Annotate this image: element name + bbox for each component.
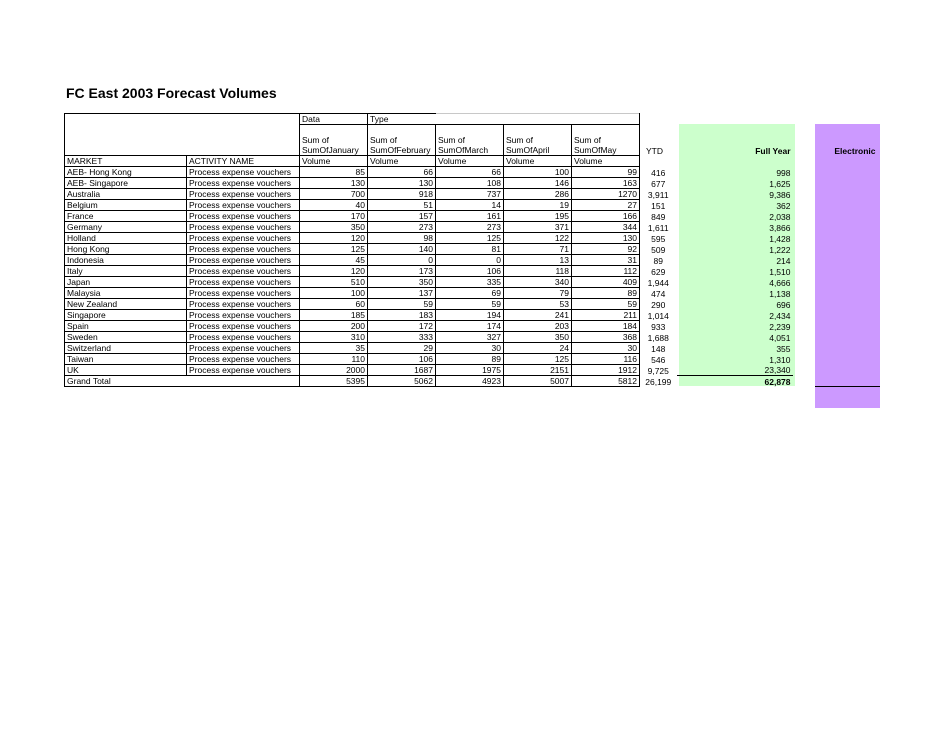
blank-cell xyxy=(640,114,677,125)
month-value-cell: 125 xyxy=(436,233,504,244)
ytd-cell: 9,725 xyxy=(647,365,669,376)
month-value-cell: 184 xyxy=(572,321,640,332)
blank-cell xyxy=(793,114,813,125)
month-value-cell: 340 xyxy=(504,277,572,288)
sum-header-january xyxy=(300,125,368,156)
ytd-cell: 3,911 xyxy=(647,189,669,200)
blank-cell xyxy=(504,114,572,125)
month-value-cell: 163 xyxy=(572,178,640,189)
activity-cell: Process expense vouchers xyxy=(187,332,300,343)
ytd-cell: 1,944 xyxy=(647,277,669,288)
activity-cell: Process expense vouchers xyxy=(187,211,300,222)
month-value-cell: 30 xyxy=(572,343,640,354)
month-value-cell: 130 xyxy=(572,233,640,244)
blank-cell xyxy=(813,255,878,266)
blank-cell xyxy=(793,266,813,277)
month-value-cell: 174 xyxy=(436,321,504,332)
blank-cell xyxy=(793,244,813,255)
market-cell: Belgium xyxy=(65,200,187,211)
table-row xyxy=(65,332,878,343)
blank-cell xyxy=(813,354,878,365)
ytd-cell: 474 xyxy=(651,288,666,299)
month-value-cell: 918 xyxy=(368,189,436,200)
full-year-cell: 23,340 xyxy=(764,365,791,375)
sum-header-top: Sum of xyxy=(574,135,601,145)
month-value-cell: 194 xyxy=(436,310,504,321)
volume-label: Volume xyxy=(436,156,504,167)
volume-label: Volume xyxy=(300,156,368,167)
market-cell: Germany xyxy=(65,222,187,233)
blank-cell xyxy=(813,167,878,178)
table-row xyxy=(65,354,878,365)
month-value-cell: 0 xyxy=(436,255,504,266)
blank-cell xyxy=(65,114,187,125)
month-value-cell: 81 xyxy=(436,244,504,255)
blank-cell xyxy=(677,114,793,125)
market-cell: Switzerland xyxy=(65,343,187,354)
blank-cell xyxy=(793,222,813,233)
full-year-cell: 3,866 xyxy=(769,222,791,233)
blank-cell xyxy=(793,233,813,244)
table-row xyxy=(65,255,878,266)
blank-cell xyxy=(640,156,677,167)
market-cell: Singapore xyxy=(65,310,187,321)
ytd-cell: 416 xyxy=(651,167,666,178)
month-value-cell: 146 xyxy=(504,178,572,189)
month-value-cell: 350 xyxy=(368,277,436,288)
blank-cell xyxy=(793,376,813,387)
month-value-cell: 100 xyxy=(504,167,572,178)
ytd-cell: 151 xyxy=(651,200,666,211)
grand-total-label: Grand Total xyxy=(65,376,300,387)
blank-cell xyxy=(793,125,813,156)
month-value-cell: 700 xyxy=(300,189,368,200)
month-value-cell: 200 xyxy=(300,321,368,332)
month-value-cell: 106 xyxy=(436,266,504,277)
month-value-cell: 273 xyxy=(368,222,436,233)
table-row xyxy=(65,178,878,189)
blank-cell xyxy=(813,156,878,167)
blank-cell xyxy=(813,211,878,222)
activity-cell: Process expense vouchers xyxy=(187,321,300,332)
grand-total-full-year: 62,878 xyxy=(677,376,793,387)
electronic-header: Electronic xyxy=(834,145,876,156)
blank-cell xyxy=(813,288,878,299)
activity-field-button[interactable]: ACTIVITY NAME xyxy=(187,156,300,167)
blank-cell xyxy=(813,189,878,200)
month-value-cell: 195 xyxy=(504,211,572,222)
month-value-cell: 59 xyxy=(368,299,436,310)
market-cell: Italy xyxy=(65,266,187,277)
month-value-cell: 125 xyxy=(504,354,572,365)
month-value-cell: 85 xyxy=(300,167,368,178)
month-value-cell: 19 xyxy=(504,200,572,211)
month-value-cell: 24 xyxy=(504,343,572,354)
sum-header-march xyxy=(436,125,504,156)
table-row xyxy=(65,211,878,222)
market-cell: Australia xyxy=(65,189,187,200)
grand-total-ytd: 26,199 xyxy=(645,376,672,387)
table-row xyxy=(65,321,878,332)
sum-header-may xyxy=(572,125,640,156)
month-value-cell: 53 xyxy=(504,299,572,310)
market-cell: Spain xyxy=(65,321,187,332)
month-value-cell: 14 xyxy=(436,200,504,211)
table-row xyxy=(65,266,878,277)
month-value-cell: 368 xyxy=(572,332,640,343)
month-value-cell: 203 xyxy=(504,321,572,332)
ytd-cell: 509 xyxy=(651,244,666,255)
month-value-cell: 112 xyxy=(572,266,640,277)
full-year-cell: 4,051 xyxy=(769,332,791,343)
market-cell: Japan xyxy=(65,277,187,288)
month-value-cell: 310 xyxy=(300,332,368,343)
activity-cell: Process expense vouchers xyxy=(187,288,300,299)
ytd-cell: 1,688 xyxy=(647,332,669,343)
market-cell: Taiwan xyxy=(65,354,187,365)
table-row xyxy=(65,244,878,255)
market-cell: Malaysia xyxy=(65,288,187,299)
ytd-cell: 933 xyxy=(651,321,666,332)
blank-cell xyxy=(813,365,878,376)
ytd-cell: 148 xyxy=(651,343,666,354)
ytd-cell: 677 xyxy=(651,178,666,189)
sum-header-top: Sum of xyxy=(438,135,465,145)
activity-cell: Process expense vouchers xyxy=(187,266,300,277)
full-year-cell: 355 xyxy=(776,343,791,354)
full-year-cell: 4,666 xyxy=(769,277,791,288)
blank-cell xyxy=(813,376,878,387)
sum-header-bottom: SumOfMarch xyxy=(438,145,489,155)
activity-cell: Process expense vouchers xyxy=(187,222,300,233)
full-year-header: Full Year xyxy=(755,145,791,156)
full-year-cell: 696 xyxy=(776,299,791,310)
blank-cell xyxy=(813,321,878,332)
month-value-cell: 371 xyxy=(504,222,572,233)
month-value-cell: 183 xyxy=(368,310,436,321)
ytd-header: YTD xyxy=(646,145,663,156)
full-year-cell: 998 xyxy=(776,167,791,178)
blank-cell xyxy=(793,343,813,354)
blank-cell xyxy=(813,178,878,189)
month-value-cell: 89 xyxy=(572,288,640,299)
table-row xyxy=(65,365,878,376)
blank-cell xyxy=(572,114,640,125)
month-value-cell: 29 xyxy=(368,343,436,354)
grand-total-month-cell: 5812 xyxy=(572,376,640,387)
row-field-header xyxy=(65,156,878,167)
table-row xyxy=(65,222,878,233)
table-row xyxy=(65,167,878,178)
activity-cell: Process expense vouchers xyxy=(187,189,300,200)
full-year-cell: 1,428 xyxy=(769,233,791,244)
blank-cell xyxy=(813,222,878,233)
pivot-field-row xyxy=(65,114,878,125)
grand-total-month-cell: 5395 xyxy=(300,376,368,387)
blank-cell xyxy=(813,266,878,277)
blank-cell xyxy=(187,114,300,125)
ytd-cell: 849 xyxy=(651,211,666,222)
activity-cell: Process expense vouchers xyxy=(187,178,300,189)
month-value-cell: 185 xyxy=(300,310,368,321)
activity-cell: Process expense vouchers xyxy=(187,277,300,288)
blank-cell xyxy=(813,277,878,288)
month-value-cell: 35 xyxy=(300,343,368,354)
grand-total-row xyxy=(65,376,878,387)
month-value-cell: 211 xyxy=(572,310,640,321)
month-value-cell: 69 xyxy=(436,288,504,299)
blank-cell xyxy=(813,299,878,310)
activity-cell: Process expense vouchers xyxy=(187,244,300,255)
ytd-cell: 629 xyxy=(651,266,666,277)
activity-cell: Process expense vouchers xyxy=(187,167,300,178)
month-value-cell: 1975 xyxy=(436,365,504,376)
blank-cell xyxy=(793,200,813,211)
blank-cell xyxy=(65,125,187,156)
month-value-cell: 2151 xyxy=(504,365,572,376)
full-year-cell: 1,138 xyxy=(769,288,791,299)
month-value-cell: 92 xyxy=(572,244,640,255)
grand-total-month-cell: 5062 xyxy=(368,376,436,387)
ytd-cell: 1,611 xyxy=(647,222,669,233)
month-value-cell: 40 xyxy=(300,200,368,211)
volume-label: Volume xyxy=(572,156,640,167)
activity-cell: Process expense vouchers xyxy=(187,343,300,354)
month-value-cell: 333 xyxy=(368,332,436,343)
blank-cell xyxy=(793,156,813,167)
table-row xyxy=(65,299,878,310)
month-value-cell: 125 xyxy=(300,244,368,255)
ytd-cell: 546 xyxy=(651,354,666,365)
table-row xyxy=(65,200,878,211)
blank-cell xyxy=(793,255,813,266)
month-value-cell: 122 xyxy=(504,233,572,244)
type-field-button[interactable]: Type xyxy=(368,114,436,125)
month-value-cell: 99 xyxy=(572,167,640,178)
month-value-cell: 27 xyxy=(572,200,640,211)
month-value-cell: 137 xyxy=(368,288,436,299)
month-value-cell: 2000 xyxy=(300,365,368,376)
full-year-cell: 9,386 xyxy=(769,189,791,200)
activity-cell: Process expense vouchers xyxy=(187,255,300,266)
month-value-cell: 118 xyxy=(504,266,572,277)
month-value-cell: 1270 xyxy=(572,189,640,200)
month-value-cell: 13 xyxy=(504,255,572,266)
month-value-cell: 116 xyxy=(572,354,640,365)
activity-cell: Process expense vouchers xyxy=(187,365,300,376)
blank-cell xyxy=(793,321,813,332)
sum-header-top: Sum of xyxy=(370,135,397,145)
sum-header-top: Sum of xyxy=(506,135,533,145)
market-cell: AEB- Singapore xyxy=(65,178,187,189)
month-value-cell: 71 xyxy=(504,244,572,255)
volume-label: Volume xyxy=(504,156,572,167)
sum-header-bottom: SumOfApril xyxy=(506,145,550,155)
month-value-cell: 59 xyxy=(572,299,640,310)
blank-cell xyxy=(813,114,878,125)
blank-cell xyxy=(813,244,878,255)
market-cell: New Zealand xyxy=(65,299,187,310)
blank-cell xyxy=(813,200,878,211)
full-year-cell: 1,625 xyxy=(769,178,791,189)
blank-cell xyxy=(793,365,813,376)
table-row xyxy=(65,288,878,299)
table-row xyxy=(65,233,878,244)
month-value-cell: 166 xyxy=(572,211,640,222)
blank-cell xyxy=(793,167,813,178)
market-cell: France xyxy=(65,211,187,222)
blank-cell xyxy=(793,299,813,310)
blank-cell xyxy=(793,332,813,343)
full-year-cell: 2,434 xyxy=(769,310,791,321)
month-value-cell: 108 xyxy=(436,178,504,189)
month-value-cell: 98 xyxy=(368,233,436,244)
market-cell: Indonesia xyxy=(65,255,187,266)
sum-header-top: Sum of xyxy=(302,135,329,145)
data-field-button[interactable]: Data xyxy=(300,114,368,125)
full-year-cell: 2,038 xyxy=(769,211,791,222)
market-cell: Sweden xyxy=(65,332,187,343)
blank-cell xyxy=(813,310,878,321)
blank-cell xyxy=(793,211,813,222)
ytd-cell: 1,014 xyxy=(647,310,669,321)
month-value-cell: 45 xyxy=(300,255,368,266)
month-value-cell: 30 xyxy=(436,343,504,354)
volume-label: Volume xyxy=(368,156,436,167)
month-value-cell: 106 xyxy=(368,354,436,365)
full-year-cell: 1,310 xyxy=(769,354,791,365)
month-value-cell: 110 xyxy=(300,354,368,365)
month-value-cell: 1687 xyxy=(368,365,436,376)
month-value-cell: 60 xyxy=(300,299,368,310)
activity-cell: Process expense vouchers xyxy=(187,310,300,321)
page-title: FC East 2003 Forecast Volumes xyxy=(66,85,277,101)
sum-header-february xyxy=(368,125,436,156)
month-value-cell: 51 xyxy=(368,200,436,211)
month-value-cell: 66 xyxy=(436,167,504,178)
blank-cell xyxy=(813,343,878,354)
month-value-cell: 327 xyxy=(436,332,504,343)
month-value-cell: 120 xyxy=(300,266,368,277)
blank-cell xyxy=(793,354,813,365)
month-value-cell: 100 xyxy=(300,288,368,299)
month-value-cell: 140 xyxy=(368,244,436,255)
activity-cell: Process expense vouchers xyxy=(187,200,300,211)
month-value-cell: 66 xyxy=(368,167,436,178)
market-cell: Hong Kong xyxy=(65,244,187,255)
market-cell: Holland xyxy=(65,233,187,244)
month-value-cell: 344 xyxy=(572,222,640,233)
blank-cell xyxy=(187,125,300,156)
grand-total-month-cell: 4923 xyxy=(436,376,504,387)
full-year-cell: 1,222 xyxy=(769,244,791,255)
ytd-cell: 290 xyxy=(651,299,666,310)
month-value-cell: 350 xyxy=(300,222,368,233)
month-value-cell: 130 xyxy=(300,178,368,189)
market-cell: AEB- Hong Kong xyxy=(65,167,187,178)
month-value-cell: 130 xyxy=(368,178,436,189)
sum-header-bottom: SumOfJanuary xyxy=(302,145,359,155)
month-value-cell: 241 xyxy=(504,310,572,321)
pivot-table xyxy=(64,113,878,387)
blank-cell xyxy=(813,233,878,244)
sum-header-april xyxy=(504,125,572,156)
month-value-cell: 273 xyxy=(436,222,504,233)
blank-cell xyxy=(793,277,813,288)
activity-cell: Process expense vouchers xyxy=(187,233,300,244)
month-value-cell: 79 xyxy=(504,288,572,299)
full-year-cell: 214 xyxy=(776,255,791,266)
blank-cell xyxy=(793,288,813,299)
month-value-cell: 510 xyxy=(300,277,368,288)
month-value-cell: 335 xyxy=(436,277,504,288)
blank-cell xyxy=(793,178,813,189)
sum-header-bottom: SumOfFebruary xyxy=(370,145,431,155)
table-row xyxy=(65,310,878,321)
full-year-cell: 2,239 xyxy=(769,321,791,332)
month-value-cell: 0 xyxy=(368,255,436,266)
activity-cell: Process expense vouchers xyxy=(187,299,300,310)
month-value-cell: 170 xyxy=(300,211,368,222)
blank-cell xyxy=(677,156,793,167)
ytd-cell: 89 xyxy=(653,255,663,266)
table-row xyxy=(65,277,878,288)
month-value-cell: 1912 xyxy=(572,365,640,376)
blank-cell xyxy=(793,310,813,321)
ytd-cell: 595 xyxy=(651,233,666,244)
full-year-cell: 1,510 xyxy=(769,266,791,277)
sum-header-bottom: SumOfMay xyxy=(574,145,617,155)
blank-cell xyxy=(793,189,813,200)
month-value-cell: 173 xyxy=(368,266,436,277)
market-field-button[interactable]: MARKET xyxy=(65,156,187,167)
month-value-cell: 737 xyxy=(436,189,504,200)
activity-cell: Process expense vouchers xyxy=(187,354,300,365)
month-value-cell: 89 xyxy=(436,354,504,365)
month-value-cell: 172 xyxy=(368,321,436,332)
month-value-cell: 120 xyxy=(300,233,368,244)
month-value-cell: 59 xyxy=(436,299,504,310)
blank-cell xyxy=(813,332,878,343)
month-value-cell: 161 xyxy=(436,211,504,222)
market-cell: UK xyxy=(65,365,187,376)
month-value-cell: 157 xyxy=(368,211,436,222)
month-value-cell: 350 xyxy=(504,332,572,343)
blank-cell xyxy=(436,114,504,125)
table-row xyxy=(65,343,878,354)
month-value-cell: 409 xyxy=(572,277,640,288)
full-year-cell: 362 xyxy=(776,200,791,211)
month-value-cell: 31 xyxy=(572,255,640,266)
column-header-row xyxy=(65,125,878,156)
grand-total-month-cell: 5007 xyxy=(504,376,572,387)
table-row xyxy=(65,189,878,200)
month-value-cell: 286 xyxy=(504,189,572,200)
